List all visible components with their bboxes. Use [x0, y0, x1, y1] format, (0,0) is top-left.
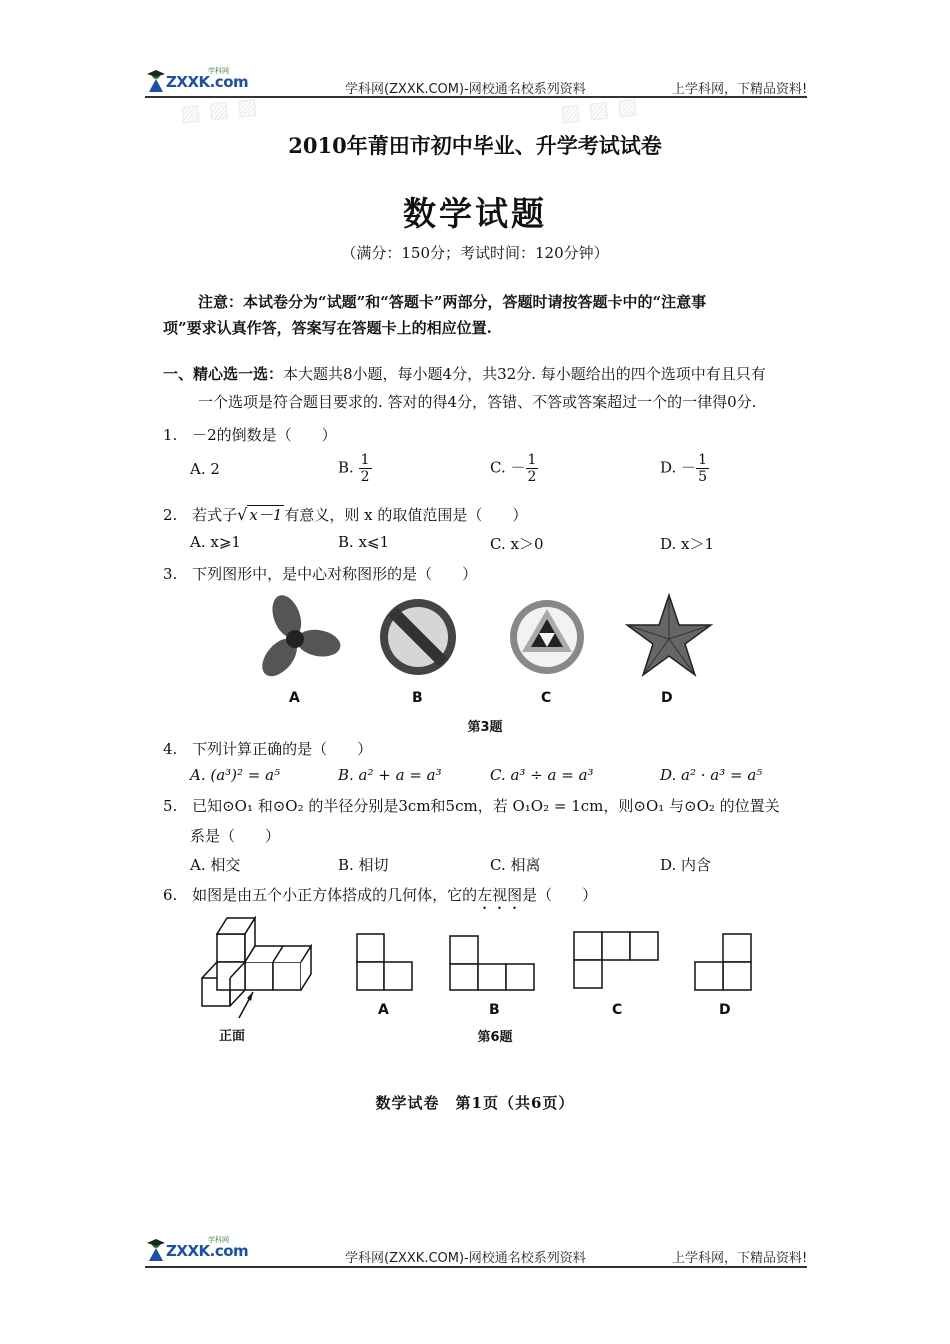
- q4-option-b: B. a² + a = a³: [338, 766, 442, 784]
- question-5: [163, 795, 780, 816]
- footer-rule: [145, 1266, 807, 1268]
- emphasized-text: 左视图: [477, 886, 523, 904]
- q6-front-label: 正面: [218, 1029, 245, 1044]
- q6-label-a: A: [378, 1002, 389, 1018]
- question-stem: －2的倒数是（ ）: [192, 426, 337, 444]
- question-2: [163, 504, 527, 525]
- score-line: （满分：150分；考试时间：120分钟）: [341, 244, 609, 262]
- q5-option-d: D. 内含: [660, 856, 712, 874]
- question-4: [163, 738, 372, 759]
- q3-label-d: D: [661, 690, 673, 706]
- section-1-line-2: 一个选项是符合题目要求的. 答对的得4分，答错、不答或答案超过一个的一律得0分.: [198, 393, 757, 411]
- logo-text: ZXXK.com: [166, 73, 249, 91]
- question-1: [163, 424, 337, 445]
- numerator: 1: [698, 452, 707, 468]
- propeller-figure: [255, 592, 342, 683]
- question-number: 6.: [163, 886, 178, 904]
- question-stem-post: 是（ ）: [522, 886, 598, 904]
- denominator: 2: [527, 469, 537, 485]
- q2-option-c: C. x＞0: [490, 535, 544, 553]
- question-stem: 下列图形中，是中心对称图形的是（ ）: [192, 565, 478, 583]
- logo-subtext: 学科网: [208, 1236, 229, 1244]
- radicand: x－1: [249, 506, 283, 524]
- q2-option-b: B. x⩽1: [338, 533, 390, 551]
- footer-center-text: 学科网(ZXXK.COM)-网校通名校系列资料: [345, 1251, 586, 1266]
- watermark: ▨ ▨ ▨: [558, 94, 639, 127]
- q6-view-options: [350, 928, 770, 994]
- notice-text-1: 本试卷分为“试题”和“答题卡”两部分，答题时请按答题卡中的“注意事: [243, 293, 707, 311]
- sqrt-sign-icon: √: [237, 505, 248, 524]
- question-number: 3.: [163, 565, 178, 583]
- option-label: C.: [490, 458, 506, 477]
- q5-option-b: B. 相切: [338, 856, 389, 874]
- section-1-text-1: 本大题共8小题，每小题4分，共32分. 每小题给出的四个选项中有且只有: [283, 365, 766, 383]
- fraction: [696, 452, 709, 485]
- q1-option-a: A. 2: [190, 460, 220, 478]
- q2-option-d: D. x＞1: [660, 535, 715, 553]
- q5-option-c: C. 相离: [490, 856, 541, 874]
- numerator: 1: [360, 452, 370, 468]
- q6-caption: 第6题: [477, 1030, 513, 1045]
- question-6: [163, 884, 597, 913]
- logo-figure-icon: [146, 68, 168, 92]
- notice-line-2: 项”要求认真作答，答案写在答题卡上的相应位置.: [163, 319, 492, 337]
- denominator: 5: [698, 469, 707, 485]
- question-number: 4.: [163, 740, 178, 758]
- footer-right-text: 上学科网，下精品资料!: [672, 1251, 808, 1266]
- header-center-text: 学科网(ZXXK.COM)-网校通名校系列资料: [345, 82, 586, 97]
- question-stem-pre: 若式子: [192, 506, 238, 524]
- q6-view-b: [450, 936, 534, 990]
- notice-label: 注意：: [198, 293, 244, 311]
- q3-label-a: A: [289, 690, 300, 706]
- question-number: 1.: [163, 426, 178, 444]
- option-label: D.: [660, 458, 677, 477]
- section-1-line-1: [163, 360, 803, 388]
- question-stem-pre: 如图是由五个小正方体搭成的几何体，它的: [192, 886, 478, 904]
- logo-figure-icon: [146, 1237, 168, 1261]
- star-figure: [627, 595, 711, 675]
- q1-option-b: [338, 452, 372, 485]
- q6-view-d: [695, 934, 751, 990]
- q1-option-d: [660, 452, 709, 485]
- q6-view-a: [357, 934, 412, 990]
- denominator: 2: [360, 469, 370, 485]
- question-3: [163, 563, 477, 584]
- q6-view-c: [574, 932, 658, 988]
- prohibition-sign-figure: [380, 599, 456, 675]
- numerator: 1: [527, 452, 537, 468]
- notice-line-1: [198, 288, 798, 316]
- option-label: B.: [338, 458, 354, 477]
- fraction: [359, 452, 372, 485]
- fraction: [526, 452, 539, 485]
- q6-label-b: B: [489, 1002, 500, 1018]
- q4-option-c: C. a³ ÷ a = a³: [490, 766, 594, 784]
- q3-caption: 第3题: [467, 720, 503, 735]
- subject-title: 数学试题: [403, 194, 547, 233]
- q1-option-c: [490, 452, 538, 485]
- q3-label-b: B: [412, 690, 423, 706]
- question-number: 5.: [163, 797, 178, 815]
- question-5-line-2: 系是（ ）: [190, 827, 281, 845]
- header-right-text: 上学科网，下精品资料!: [672, 82, 808, 97]
- header-rule: [145, 96, 807, 98]
- question-stem-post: 有意义，则 x 的取值范围是（ ）: [284, 506, 528, 524]
- minus-sign: －: [510, 458, 526, 477]
- q6-label-d: D: [719, 1002, 731, 1018]
- question-stem-line-1: 已知⊙O₁ 和⊙O₂ 的半径分别是3cm和5cm，若 O₁O₂ = 1cm，则⊙O₁ 与⊙O₂ 的位置关: [192, 797, 780, 815]
- q5-option-a: A. 相交: [190, 856, 241, 874]
- question-stem: 下列计算正确的是（ ）: [192, 740, 373, 758]
- logo: [146, 67, 249, 94]
- q3-label-c: C: [541, 690, 552, 706]
- logo: [146, 1236, 249, 1263]
- question-number: 2.: [163, 506, 178, 524]
- q6-label-c: C: [612, 1002, 623, 1018]
- page-footer: 数学试卷 第1页（共6页）: [375, 1094, 575, 1112]
- logo-text: ZXXK.com: [166, 1242, 249, 1260]
- q4-option-a: A. (a³)² = a⁵: [190, 766, 281, 784]
- minus-sign: －: [681, 458, 697, 477]
- q4-option-d: D. a² · a³ = a⁵: [660, 766, 763, 784]
- logo-subtext: 学科网: [208, 67, 229, 75]
- triangle-in-circle-figure: [510, 600, 584, 674]
- q2-option-a: A. x⩾1: [190, 533, 241, 551]
- exam-title: 2010年莆田市初中毕业、升学考试试卷: [288, 133, 662, 158]
- q3-figures: [245, 592, 725, 687]
- section-1-heading: 一、精心选一选：: [163, 365, 284, 383]
- watermark: ▨ ▨ ▨: [178, 94, 259, 127]
- q6-solid-figure: [195, 912, 330, 1032]
